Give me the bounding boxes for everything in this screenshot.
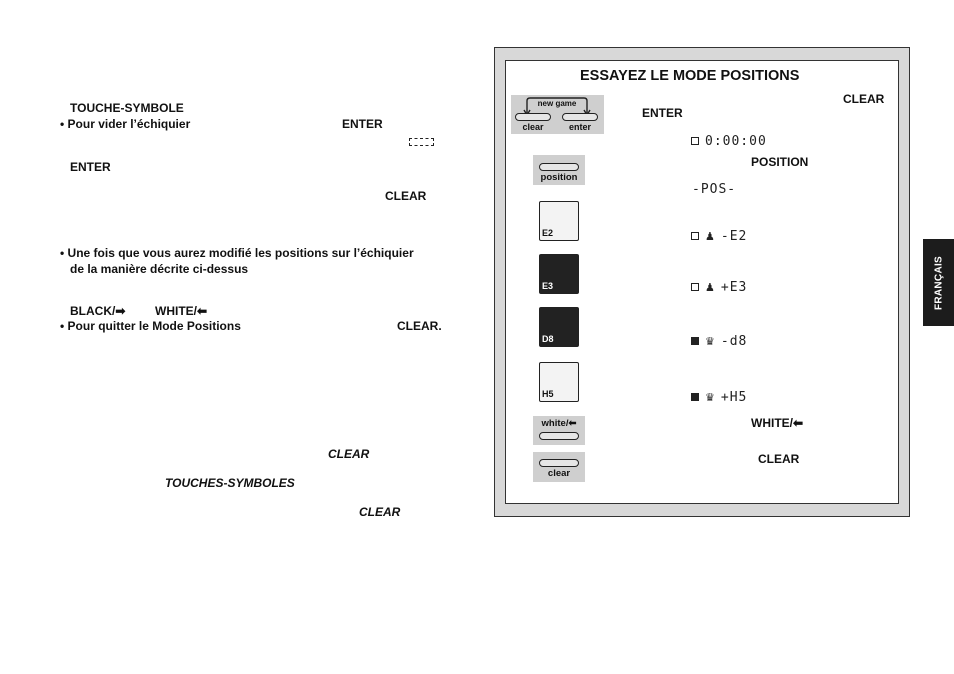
board-square-h5[interactable]: H5 — [539, 362, 579, 402]
white-key-group — [533, 416, 585, 445]
black-turn-icon — [691, 337, 699, 345]
arrow-right-icon: ➡ — [115, 304, 126, 318]
board-square-d8[interactable]: D8 — [539, 307, 579, 347]
queen-icon: ♛ — [705, 391, 716, 404]
lcd-time-display: 0:00:00 — [691, 134, 767, 149]
black-label-text: BLACK/ — [70, 304, 116, 318]
white-turn-icon — [691, 137, 699, 145]
clear-keyword-1: CLEAR — [385, 189, 427, 203]
lcd-e2-display: ♟ -E2 — [691, 229, 747, 244]
pawn-icon: ♟ — [705, 230, 716, 243]
white-turn-icon — [691, 232, 699, 240]
white-key-button[interactable] — [539, 432, 579, 440]
pawn-icon: ♟ — [705, 281, 716, 294]
black-key-label — [70, 304, 125, 319]
new-game-label: new game — [532, 99, 582, 108]
arrow-left-icon: ⬅ — [197, 304, 208, 318]
white-turn-icon — [691, 283, 699, 291]
clear-key-button-2[interactable] — [539, 459, 579, 467]
board-square-e3[interactable]: E3 — [539, 254, 579, 294]
position-keyword: POSITION — [751, 155, 809, 169]
clear-key-label-2: clear — [547, 468, 571, 479]
clear-keyword-2: CLEAR. — [397, 319, 442, 333]
enter-key-label: enter — [568, 122, 591, 132]
board-square-e2[interactable]: E2 — [539, 201, 579, 241]
lcd-pos-display: -POS- — [692, 182, 737, 197]
touches-symboles-italic: TOUCHES-SYMBOLES — [165, 476, 295, 490]
panel-title: ESSAYEZ LE MODE POSITIONS — [580, 68, 800, 84]
enter-top-keyword: ENTER — [642, 106, 683, 120]
lcd-e3-display: ♟ +E3 — [691, 280, 747, 295]
language-side-tab: FRANÇAIS — [923, 239, 954, 326]
empty-display-icon — [409, 133, 434, 151]
enter-keyword-1: ENTER — [342, 117, 383, 131]
clear-key-label: clear — [522, 122, 544, 132]
white-label-text: WHITE/ — [155, 304, 197, 318]
clear-italic-2: CLEAR — [359, 505, 401, 519]
clear-bottom-keyword: CLEAR — [758, 452, 800, 466]
clear-italic-1: CLEAR — [328, 447, 370, 461]
enter-key-button[interactable] — [562, 113, 598, 121]
lcd-d8-display: ♛ -d8 — [691, 334, 747, 349]
queen-icon: ♛ — [705, 335, 716, 348]
white-key-label: white/⬅ — [541, 418, 577, 429]
modifie-bullet-line2: de la manière décrite ci-dessus — [70, 262, 249, 276]
black-turn-icon — [691, 393, 699, 401]
position-key-label: position — [540, 172, 578, 183]
clear-key-group — [533, 452, 585, 482]
lcd-h5-display: ♛ +H5 — [691, 390, 747, 405]
white-keyword: WHITE/⬅ — [751, 416, 804, 430]
modifie-bullet-line1: • Une fois que vous aurez modifié les positions sur l’échiquier — [60, 246, 414, 260]
position-key-button[interactable] — [539, 163, 579, 171]
new-game-key-group — [511, 95, 604, 134]
white-key-label — [155, 304, 207, 319]
position-key-group — [533, 155, 585, 185]
quitter-bullet: • Pour quitter le Mode Positions — [60, 319, 241, 333]
clear-key-button[interactable] — [515, 113, 551, 121]
vider-bullet: • Pour vider l’échiquier — [60, 117, 191, 131]
touche-symbole-heading: TOUCHE-SYMBOLE — [70, 101, 184, 115]
enter-keyword-2: ENTER — [70, 160, 111, 174]
clear-top-keyword: CLEAR — [843, 92, 885, 106]
